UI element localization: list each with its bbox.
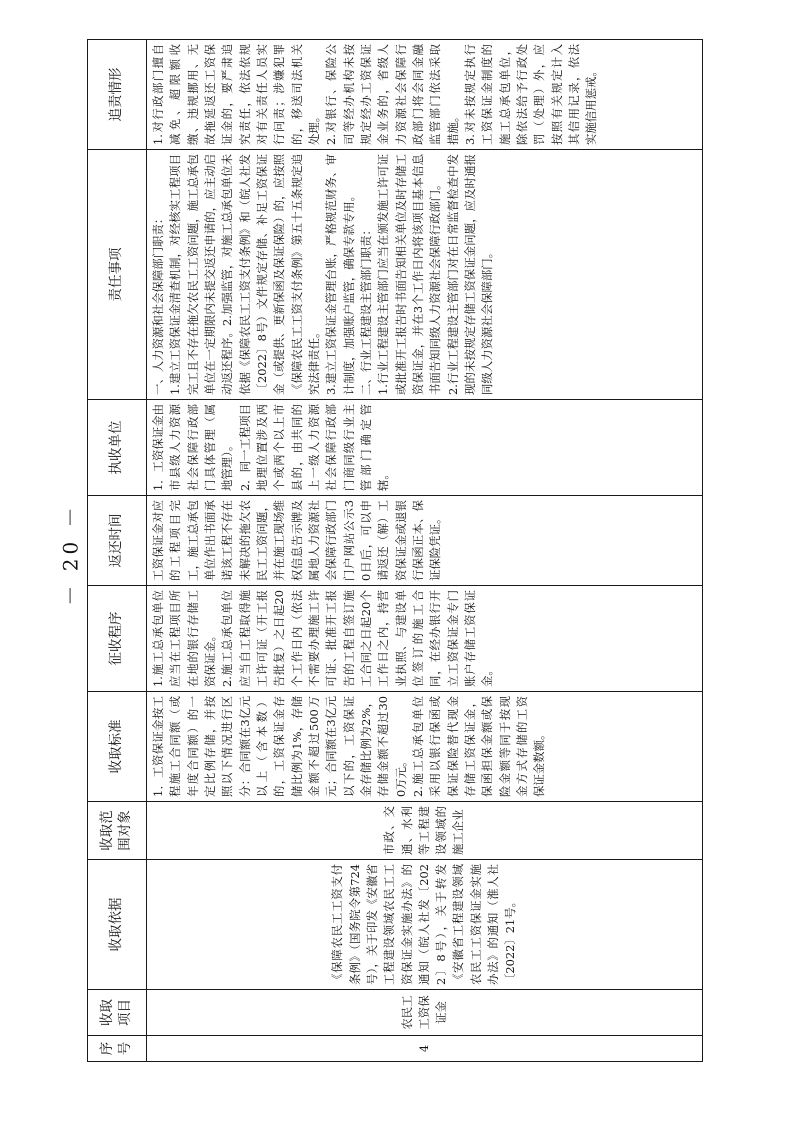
cell-scope: 市政、交通、水利等工程建设领域的施工企业 [147, 802, 703, 860]
table-header-row [88, 40, 147, 1062]
header-accountability: 追责情形 [88, 40, 147, 150]
header-duty: 责任事项 [88, 150, 147, 400]
fee-collection-table [87, 39, 703, 1062]
page-number: － 20 － [58, 503, 83, 606]
cell-accountability: 1.对行政部门擅自减免、超限额收缴、违规挪用、无故拖延返还工资保证金的，要严肃追究责任，依法依规对有关责任人员实行问责；涉嫌犯罪的，移送司法机关处理。 2.对银行、保险公司等经办机构未按规定经办工资保证金业务的，省级人力资源社会保障行政部门将会同金融监管部门依法采取措施。 3.对未按规定执行工资保证金制度的施工总承包单位，除依法给予行政处罚（处理）外，应按照有关规定计入其信用记录，依法实施信用惩戒。 [147, 40, 703, 150]
header-item: 收取项目 [88, 990, 147, 1036]
header-standard: 收取标准 [88, 692, 147, 802]
header-return-time: 返还时间 [88, 496, 147, 586]
cell-standard: 1．工资保证金按工程施工合同额（或年度合同额）的一定比例存储，并按照以下情况进行区分：合同额在3亿元以上（含本数）的，工资保证金存储比例为1%，存储金额不超过500万元；合同额在3亿元以下的，工资保证金存储比例为2%，存储金额不超过300万元。 2.施工总承包单位采用以银行保函或保证保险替代现金存储工资保证金，保函担保金额或保险金额等同于按现金方式存储的工资保证金数额。 [147, 692, 703, 802]
cell-item: 农民工工资保证金 [147, 990, 703, 1036]
header-procedure: 征收程序 [88, 586, 147, 692]
cell-return-time: 工资保证金对应的工程项目完工，施工总承包单位作出书面承诺该工程不存在未解决的拖欠农民工工资问题，并在施工现场维权信息告示牌及属地人力资源社会保障行政部门门户网站公示30日后，可以申请返还（解）工资保证金或退银行保函正本、保证保险凭证。 [147, 496, 703, 586]
header-scope: 收取范围对象 [88, 802, 147, 860]
header-basis: 收取依据 [88, 860, 147, 990]
header-unit: 执收单位 [88, 400, 147, 496]
cell-duty: 一、人力资源和社会保障部门职责： 1.建立工资保证金清查机制，对经核实工程项目完工且不存在拖欠农民工工资问题，施工总承包单位在一定期限内未提交返还申请的，应主动启动返还程序。2.加强监管，对施工总承包单位未依据《保障农民工工资支付条例》和（皖人社发〔2022〕8号）文件规定存储、补足工资保证金（或提供、更新保函及保证保险）的，应按照《保障农民工工资支付条例》第五十五条规定追究法律责任。 3.建立工资保证金管理台账，严格规范财务、审计制度，加强账户监管，确保专款专用。 二、行业工程建设主管部门职责： 1.行业工程建设主管部门应当在颁发施工许可证或批准开工报告时书面告知相关单位及时存储工资保证金，并在3个工作日内将该项目基本信息书面告知同级人力资源社会保障行政部门。 2.行业工程建设主管部门对在日常监督检查中发现的未按规定存储工资保证金问题，应及时通报同级人力资源社会保障部门。 [147, 150, 703, 400]
table-row [147, 40, 703, 1062]
header-seq: 序号 [88, 1036, 147, 1062]
cell-basis: 《保障农民工工资支付条例》（国务院令第724号），关于印发《安徽省工程建设领域农民工工资保证金实施办法》的通知（皖人社发〔2022〕8号），关于转发《安徽省工程建设领域农民工工资保证金实施办法》的通知（淮人社〔2022〕21号。 [147, 860, 703, 990]
rotated-table-wrapper [87, 40, 703, 1062]
cell-seq: 4 [147, 1036, 703, 1062]
cell-procedure: 1.施工总承包单位应当在工程项目所在地的银行存储工资保证金。 2.施工总承包单位应当自工程取得施工许可证（开工报告批复）之日起20个工作日内（依法不需要办理施工许可证、批准开工报告的工程自签订施工合同之日起20个工作日之内，持营业执照、与建设单位签订的施工合同，在经办银行开立工资保证金专门账户存储工资保证金。 [147, 586, 703, 692]
cell-unit: 1．工资保证金由市县级人力资源社会保障行政部门具体管理（属地管理）。 2．同一工程项目地理位置涉及两个或两个以上市县的，由共同的上一级人力资源社会保障行政部门商同级行业主管部门确定管辖。 [147, 400, 703, 496]
